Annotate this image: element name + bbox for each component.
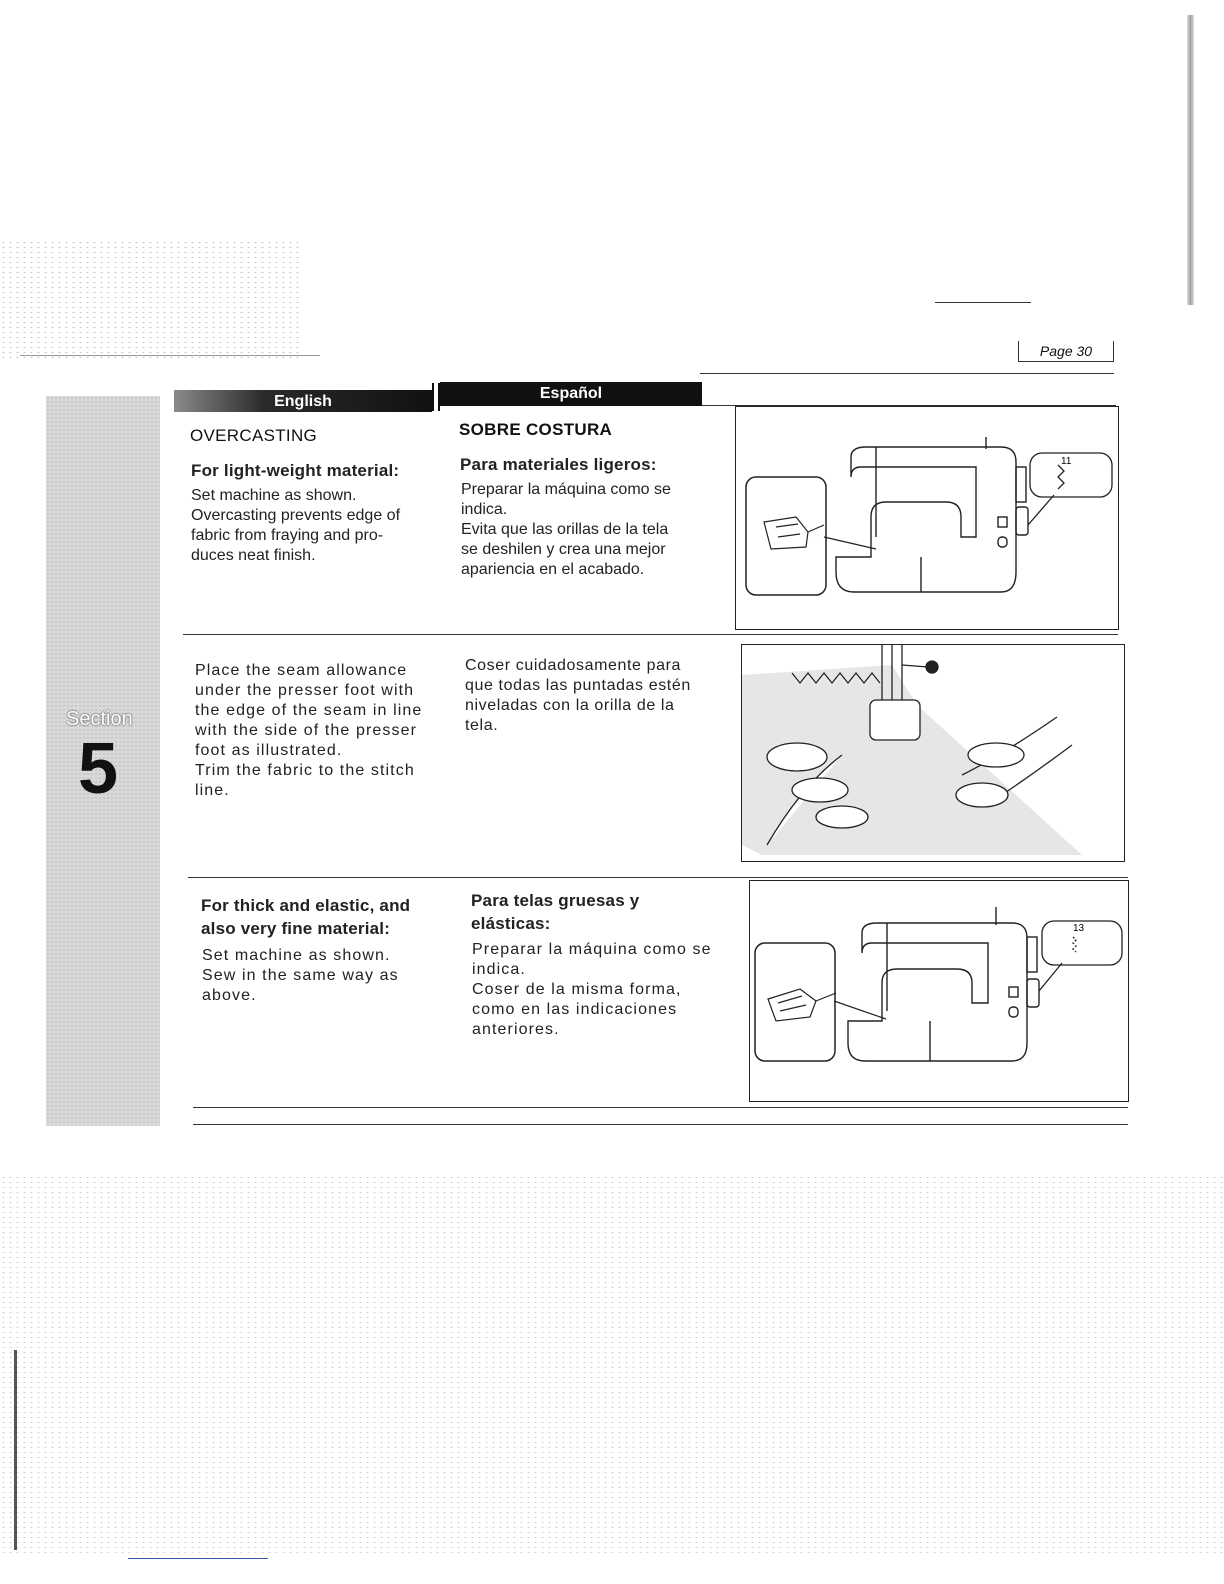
scan-edge-left xyxy=(14,1350,17,1550)
english-subheading-light: For light-weight material: xyxy=(191,461,400,480)
section-number: 5 xyxy=(78,729,119,809)
divider-2 xyxy=(188,877,1128,878)
callout-line xyxy=(824,537,876,549)
page-number: Page 30 xyxy=(1018,341,1114,362)
spanish-body-thick: Preparar la máquina como se indica. Coser de la misma forma, como en las indicaciones anteriores. xyxy=(472,941,712,1038)
bottom-rule xyxy=(193,1124,1128,1125)
section-label: Section xyxy=(66,708,133,730)
english-body-seam: Place the seam allowance under the presser foot with the edge of the seam in line with the side of the presser foot as illustrated. Trim the fabric to the stitch line. xyxy=(195,662,423,799)
stitch-number-thick: 13 xyxy=(1073,923,1085,934)
presser-foot-icon xyxy=(764,517,824,549)
english-body-thick: Set machine as shown. Sew in the same way as above. xyxy=(202,947,399,1004)
tab-english: English xyxy=(174,390,432,412)
spanish-subheading-light: Para materiales ligeros: xyxy=(460,455,657,474)
sewing-machine-icon xyxy=(836,437,1028,592)
scan-line-header xyxy=(20,355,320,356)
fabric-feeding-illustration xyxy=(742,645,1124,861)
scan-noise-bottom xyxy=(0,1175,1224,1555)
figure-machine-setup-thick xyxy=(749,880,1129,1102)
callout-line xyxy=(834,1001,886,1019)
sewing-machine-illustration xyxy=(736,407,1118,629)
scan-line-top xyxy=(935,302,1031,303)
spanish-body-light: Preparar la máquina como se indica. Evita que las orillas de la tela se deshilen y crea una mejor apariencia en el acabado. xyxy=(461,481,671,578)
presser-foot-icon xyxy=(768,989,836,1021)
english-body-light: Set machine as shown. Overcasting prevents edge of fabric from fraying and pro- duces neat finish. xyxy=(191,487,401,564)
stitch-number-light: 11 xyxy=(1061,456,1072,467)
tab-separator xyxy=(432,383,440,411)
scan-noise-top-left xyxy=(0,240,300,360)
english-subheading-thick: For thick and elastic, and also very fine material: xyxy=(201,896,411,938)
divider-1 xyxy=(183,634,1118,635)
sewing-machine-icon xyxy=(848,907,1039,1061)
spanish-body-seam: Coser cuidadosamente para que todas las puntadas estén niveladas con la orilla de la tela. xyxy=(465,657,691,734)
header-rule xyxy=(700,373,1114,374)
figure-sewing-edge xyxy=(741,644,1125,862)
scan-line-bottom xyxy=(128,1558,268,1559)
spanish-subheading-thick: Para telas gruesas y elásticas: xyxy=(471,891,640,933)
figure-machine-setup-light xyxy=(735,406,1119,630)
presser-foot-inset xyxy=(755,943,835,1061)
tab-spanish: Español xyxy=(440,382,702,406)
english-heading: OVERCASTING xyxy=(190,426,318,445)
spanish-heading: SOBRE COSTURA xyxy=(459,420,613,439)
divider-3 xyxy=(193,1107,1128,1108)
sewing-machine-illustration xyxy=(750,881,1128,1101)
scan-edge-right xyxy=(1187,15,1194,305)
